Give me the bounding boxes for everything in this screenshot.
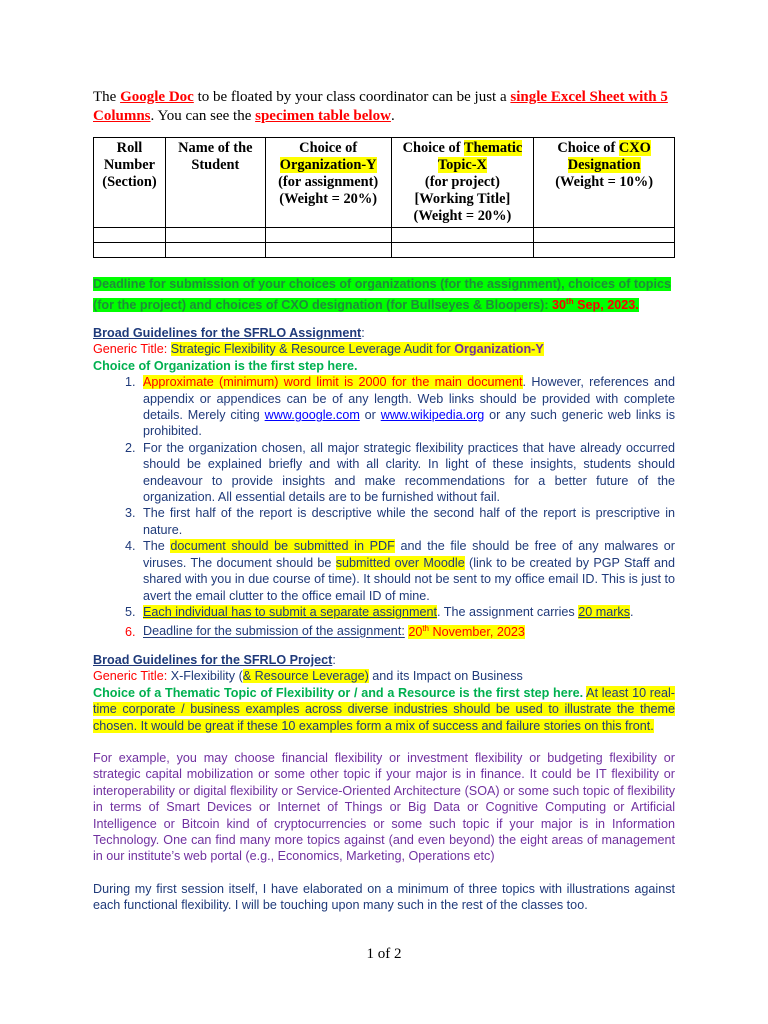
item-text: or bbox=[359, 408, 381, 423]
intro-text: . You can see the bbox=[150, 108, 256, 124]
header-text: (Weight = 20%) bbox=[279, 191, 378, 207]
single-sheet-text: single Excel Sheet with 5 Columns bbox=[93, 89, 668, 124]
assignment-section bbox=[93, 325, 675, 640]
header-highlight: Thematic bbox=[463, 140, 523, 156]
list-item bbox=[139, 440, 675, 506]
item-text: The bbox=[143, 539, 171, 554]
header-text: (Section) bbox=[102, 174, 157, 190]
list-item bbox=[139, 505, 675, 538]
item-text: For the organization chosen, all major strategic flexibility practices that have already occurred should be explained briefly and with all clarity. In light of these insights, students should endeavour to provide insights and make recommendations for a better future of the organization. All essential details are to be furnished without fail. bbox=[143, 440, 675, 505]
item-deadline bbox=[408, 625, 525, 639]
table-cell bbox=[94, 228, 166, 243]
header-highlight: Organization-Y bbox=[279, 157, 377, 173]
table-cell bbox=[94, 243, 166, 258]
intro-text: to be floated by your class coordinator can be just a bbox=[193, 89, 511, 105]
item-text: and the file should be free of any malwares or viruses. The document should be bbox=[143, 539, 675, 570]
assignment-first-step: Choice of Organization is the first step here. bbox=[93, 358, 358, 373]
deadline-text bbox=[93, 277, 671, 312]
header-highlight: CXO bbox=[618, 140, 651, 156]
header-text: (Weight = 10%) bbox=[555, 174, 653, 190]
table-cell bbox=[265, 243, 391, 258]
deadline-day: 20 bbox=[408, 624, 423, 639]
header-text: Number bbox=[103, 157, 156, 173]
generic-title-text: X-Flexibility ( bbox=[167, 669, 243, 684]
generic-title-highlight: & Resource Leverage) bbox=[242, 669, 369, 684]
header-highlight: Topic-X bbox=[437, 157, 487, 173]
generic-title-label: Generic Title: bbox=[93, 342, 168, 357]
assignment-generic-title bbox=[93, 341, 675, 357]
project-example-paragraph: For example, you may choose financial flexibility or investment flexibility or budgeting flexibility or strategic capital mobilization or some other topic if your major is in finance. It could be IT flexibility or interoperability or digital flexibility or Service-Oriented Architecture (SOA) or some such topic of flexibility in terms of Smart Devices or Internet of Things or Big Data or Cognitive Computing or Artificial Intelligence or Bitcoin kind of cryptocurrencies or some such topic if your major is in Information Technology. One can find many more topics against (and even beyond) the eight areas of management in our institute’s web portal (e.g., Economics, Marketing, Operations etc) bbox=[93, 751, 675, 864]
item-highlight: Each individual has to submit a separate assignment bbox=[143, 604, 438, 619]
assignment-heading: Broad Guidelines for the SFRLO Assignment bbox=[93, 326, 362, 340]
header-text: Choice of bbox=[299, 140, 358, 156]
header-text: (Weight = 20%) bbox=[413, 208, 512, 224]
header-thematic-topic bbox=[391, 138, 534, 228]
project-first-step-paragraph bbox=[93, 685, 675, 734]
item-text: or any such generic web links is prohibited. bbox=[143, 408, 676, 439]
table-cell bbox=[391, 228, 534, 243]
header-student-name bbox=[165, 138, 265, 228]
project-heading-line bbox=[93, 652, 675, 668]
table-row bbox=[94, 243, 675, 258]
project-session-paragraph: During my first session itself, I have elaborated on a minimum of three topics with illustrations against each functional flexibility. I will be touching upon many such in the rest of the classes too. bbox=[93, 881, 675, 913]
item-text: . The assignment carries bbox=[437, 604, 579, 619]
header-text: Choice of bbox=[402, 140, 464, 156]
table-cell bbox=[265, 228, 391, 243]
header-roll-number bbox=[94, 138, 166, 228]
wikipedia-link[interactable]: www.wikipedia.org bbox=[380, 408, 485, 423]
assignment-guidelines-list bbox=[93, 374, 675, 640]
deadline-label: Deadline for submission of your choices of organizations (for the assignment), choices of topics (for the project) and choices of CXO designation (for Bullseyes & Bloopers): bbox=[93, 277, 671, 313]
deadline-sup: th bbox=[566, 297, 574, 306]
item-text: Deadline for the submission of the assignment: bbox=[143, 624, 405, 639]
table-header-row bbox=[94, 138, 675, 228]
generic-title-text: Strategic Flexibility & Resource Leverage Audit for bbox=[170, 342, 455, 357]
table-row bbox=[94, 228, 675, 243]
header-highlight: Designation bbox=[567, 157, 641, 173]
header-text: Name of the bbox=[178, 140, 253, 156]
project-first-step: Choice of a Thematic Topic of Flexibility or / and a Resource is the first step here. bbox=[93, 685, 584, 700]
project-generic-title bbox=[93, 668, 675, 684]
list-item bbox=[139, 374, 675, 440]
deadline-date bbox=[552, 298, 639, 312]
list-item bbox=[139, 604, 675, 620]
item-text: The first half of the report is descriptive while the second half of the report is prescriptive in nature. bbox=[143, 506, 675, 537]
deadline-day: 30 bbox=[552, 298, 567, 313]
deadline-rest: November, 2023 bbox=[429, 624, 525, 639]
item-text: . However, references and appendix or appendices can be of any length. Web links should be provided with complete details. Merely citing bbox=[143, 375, 675, 423]
deadline-rest: Sep, 2023. bbox=[573, 298, 639, 313]
intro-text: The bbox=[93, 89, 121, 105]
table-cell bbox=[534, 243, 675, 258]
item-highlight: document should be submitted in PDF bbox=[170, 539, 395, 554]
heading-colon: : bbox=[332, 653, 336, 667]
deadline-sup: th bbox=[422, 623, 429, 633]
header-cxo-designation bbox=[534, 138, 675, 228]
table-cell bbox=[165, 243, 265, 258]
header-text: [Working Title] bbox=[414, 191, 511, 207]
header-text: Choice of bbox=[557, 140, 619, 156]
specimen-table bbox=[93, 137, 675, 258]
intro-paragraph bbox=[93, 88, 683, 126]
project-heading: Broad Guidelines for the SFRLO Project bbox=[93, 653, 333, 667]
specimen-text: specimen table below bbox=[255, 108, 391, 124]
list-item bbox=[139, 538, 675, 604]
google-link[interactable]: www.google.com bbox=[264, 408, 360, 423]
header-text: Student bbox=[191, 157, 240, 173]
google-doc-text: Google Doc bbox=[120, 89, 194, 105]
deadline-paragraph bbox=[93, 276, 675, 314]
table-cell bbox=[534, 228, 675, 243]
assignment-heading-line bbox=[93, 325, 675, 341]
item-highlight: submitted over Moodle bbox=[335, 555, 465, 570]
project-section bbox=[93, 652, 675, 914]
item-highlight: Approximate (minimum) word limit is 2000 for the main document bbox=[143, 375, 523, 390]
heading-colon: : bbox=[361, 326, 365, 340]
page-number: 1 of 2 bbox=[366, 946, 402, 962]
item-marks: 20 marks bbox=[578, 604, 630, 619]
header-organization bbox=[265, 138, 391, 228]
intro-text: . bbox=[390, 108, 395, 124]
table-cell bbox=[165, 228, 265, 243]
header-text: Roll bbox=[116, 140, 143, 156]
item-text: (link to be created by PGP Staff and shared with you in due course of time). It should not be sent to my office email ID. This is just to avert the email clutter to the office email ID of mine. bbox=[143, 555, 675, 603]
generic-title-org: Organization-Y bbox=[454, 342, 544, 357]
table-cell bbox=[391, 243, 534, 258]
header-text: (for project) bbox=[424, 174, 500, 190]
list-item bbox=[139, 620, 675, 640]
project-examples-highlight: At least 10 real-time corporate / business examples across diverse industries should be used to illustrate the theme chosen. It would be great if these 10 examples form a mix of success and failure stories on this front. bbox=[93, 685, 675, 733]
generic-title-label: Generic Title: bbox=[93, 669, 168, 684]
item-text: . bbox=[630, 604, 634, 619]
header-text: (for assignment) bbox=[278, 174, 379, 190]
generic-title-text: and its Impact on Business bbox=[368, 669, 523, 684]
